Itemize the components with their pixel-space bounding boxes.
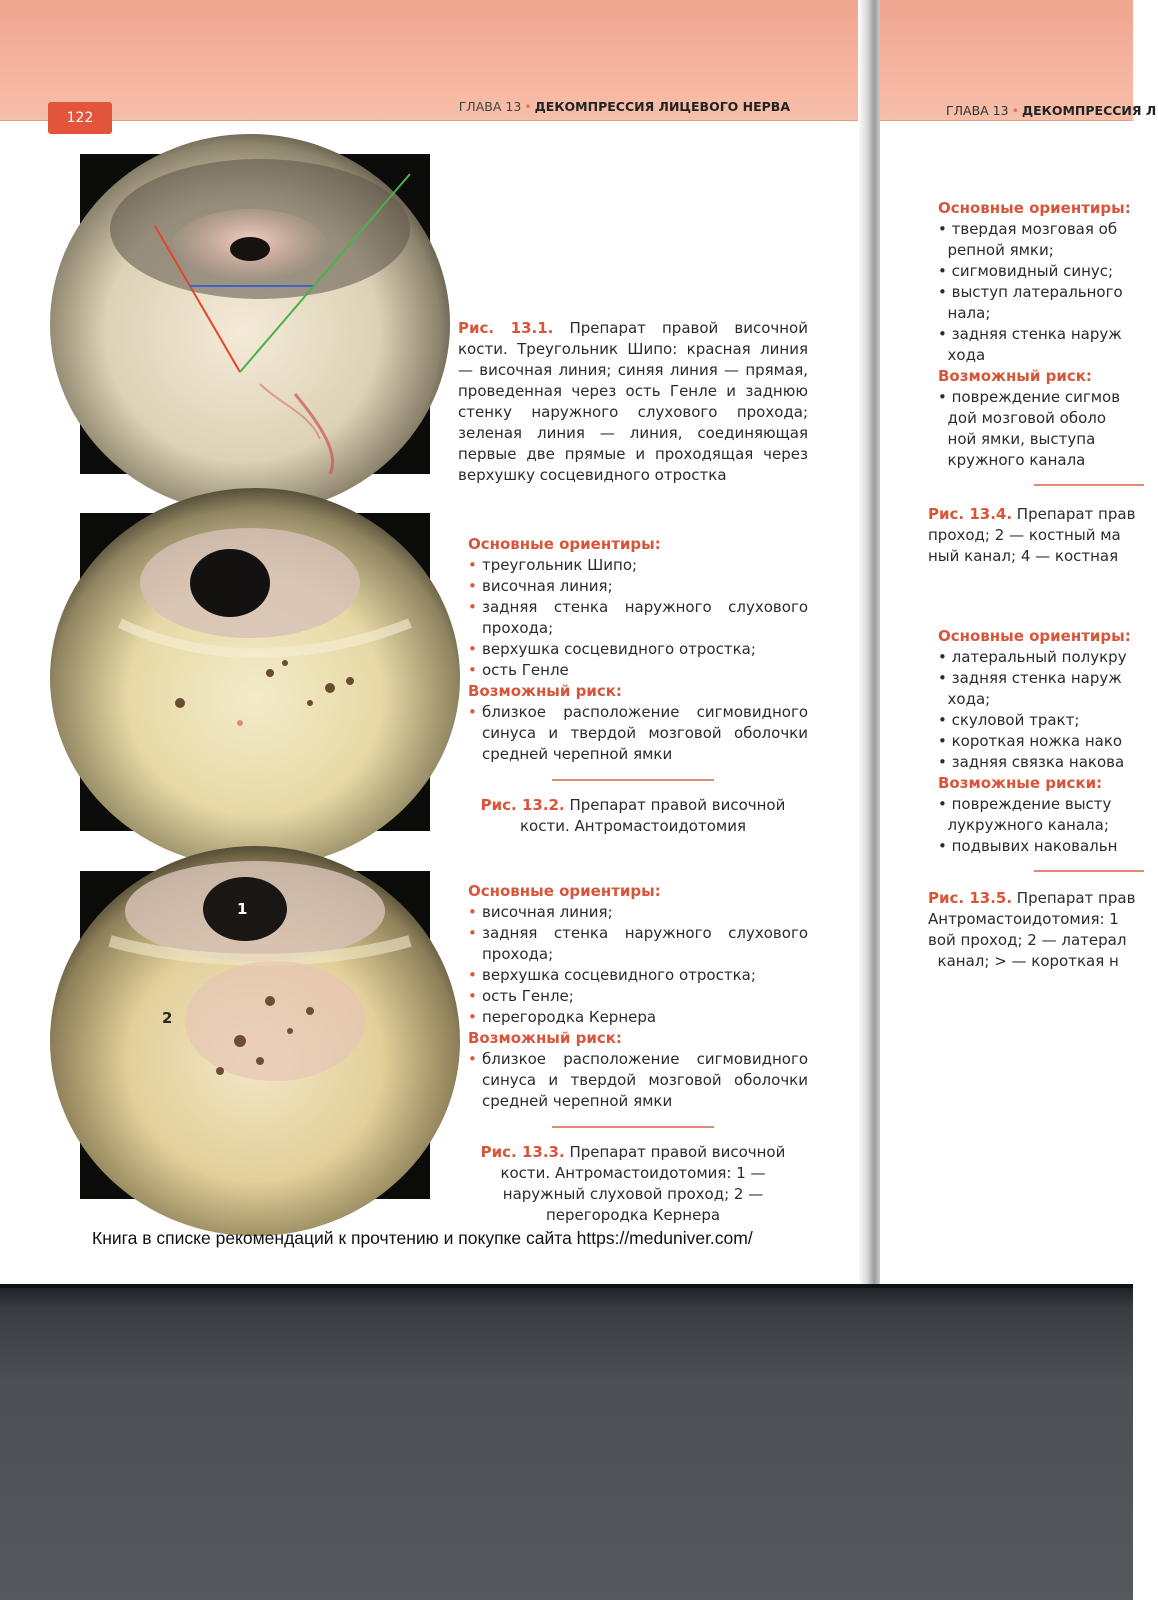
chapter-label: ГЛАВА 13 [946,103,1009,118]
figure-13-3-photo [80,871,430,1199]
landmarks-title: Основные ориентиры: [938,199,1131,217]
text-line: хода; [938,690,991,708]
list-item: • близкое расположение сигмовидного синуса и твердой мозговой оболочки средней черепной ямки [468,1049,808,1112]
list-item: • ость Генле [468,660,808,681]
text-line: Антромастоидотомия: 1 [928,910,1119,928]
figure-13-3-label-1: 1 [237,900,248,918]
running-head [946,103,1156,118]
figure-13-1-number: Рис. 13.1. [458,319,554,337]
text-line: дой мозговой оболо [938,409,1107,427]
text-line: • задняя стенка наруж [938,669,1122,687]
text-line: ной ямки, выступа [938,430,1096,448]
text-line: лукружного канала; [938,816,1109,834]
risk-title: Возможные риски: [938,774,1103,792]
text-line: • латеральный полукру [938,648,1127,666]
chapter-title: ДЕКОМПРЕССИЯ ЛИЦЕВОГО НЕРВА [534,99,790,114]
text-line: • короткая ножка нако [938,732,1123,750]
chapter-title: ДЕКОМПРЕССИЯ Л [1021,103,1157,118]
list-item: • верхушка сосцевидного отростка; [468,965,808,986]
chapter-label: ГЛАВА 13 [458,99,522,114]
figure-13-3-image [80,871,430,1199]
risk-title: Возможный риск: [468,1029,622,1047]
figure-13-5-number: Рис. 13.5. [928,889,1013,907]
right-block-2 [938,626,1158,857]
text-line: • задняя стенка наруж [938,325,1122,343]
figure-13-3-notes [468,881,808,1112]
text-line: репной ямки; [938,241,1054,259]
list-item: • близкое расположение сигмовидного синуса и твердой мозговой оболочки средней черепной ямки [468,702,808,765]
figure-13-2-number: Рис. 13.2. [480,796,565,814]
right-page [880,0,1157,1290]
figure-13-2-photo [80,513,430,831]
list-item: • задняя стенка наружного слухового прохода; [468,597,808,639]
separator-dot-icon: • [1011,103,1019,118]
risk-title: Возможный риск: [938,367,1092,385]
risk-list [468,1049,808,1112]
figure-13-3-number: Рис. 13.3. [480,1143,565,1161]
list-item: • височная линия; [468,576,808,597]
text-line: канал; > — короткая н [928,952,1119,970]
list-item: • задняя стенка наружного слухового прохода; [468,923,808,965]
separator-dot-icon: • [524,99,532,114]
list-item: • ость Генле; [468,986,808,1007]
text-line: проход; 2 — костный ма [928,526,1121,544]
text-line: Препарат прав [1012,505,1136,523]
text-line: хода [938,346,986,364]
text-line: • подвывих наковальн [938,837,1118,855]
risk-title: Возможный риск: [468,682,622,700]
divider-rule [1034,870,1144,872]
figure-13-3-caption [458,1142,808,1226]
figure-13-5-caption [928,888,1135,972]
text-line: • скуловой тракт; [938,711,1080,729]
page-number-badge: 122 [48,102,112,134]
figure-13-1-text: Препарат правой височной кости. Треугольник Шипо: красная линия — височная линия; синяя линия — прямая, проведенная через ость Генле и заднюю стенку наружного слухового прохода; зеленая линия — линия, соединяющая первые две прямые и проходящая через верхушку сосцевидного отростка [458,319,808,484]
figure-13-3-label-2: 2 [162,1009,173,1027]
figure-13-3-text: Препарат правой височной кости. Антромастоидотомия: 1 — наружный слуховой проход; 2 — перегородка Кернера [500,1143,786,1224]
risk-list [468,702,808,765]
figure-13-2-text: Препарат правой височной кости. Антромастоидотомия [520,796,786,835]
text-line: • повреждение сигмов [938,388,1121,406]
landmarks-list [468,555,808,681]
list-item: • верхушка сосцевидного отростка; [468,639,808,660]
figure-13-1-photo [80,154,430,474]
text-line: Препарат прав [1012,889,1136,907]
landmarks-title: Основные ориентиры: [468,535,661,553]
text-line: нала; [938,304,991,322]
figure-13-1-caption [458,318,808,486]
text-line: • повреждение высту [938,795,1112,813]
text-line: • твердая мозговая об [938,220,1118,238]
list-item: • треугольник Шипо; [468,555,808,576]
scanner-background [0,1288,1133,1600]
divider-rule [552,779,714,781]
running-head [459,99,790,114]
landmarks-title: Основные ориентиры: [468,882,661,900]
list-item: • перегородка Кернера [468,1007,808,1028]
figure-13-4-caption [928,504,1135,567]
figure-13-2-image [80,513,430,831]
text-line: • выступ латерального [938,283,1123,301]
text-line: кружного канала [938,451,1086,469]
text-line: • сигмовидный синус; [938,262,1114,280]
divider-rule [1034,484,1144,486]
landmarks-title: Основные ориентиры: [938,627,1131,645]
text-line: • задняя связка накова [938,753,1125,771]
figure-13-2-notes [468,534,808,765]
text-line: ный канал; 4 — костная [928,547,1119,565]
figure-13-1-image [80,154,430,474]
right-block-1 [938,198,1158,471]
text-line: вой проход; 2 — латерал [928,931,1127,949]
landmarks-list [468,902,808,1028]
footer-note: Книга в списке рекомендаций к прочтению и покупке сайта https://meduniver.com/ [92,1228,753,1248]
divider-rule [552,1126,714,1128]
list-item: • височная линия; [468,902,808,923]
figure-13-2-caption [458,795,808,837]
figure-13-4-number: Рис. 13.4. [928,505,1013,523]
